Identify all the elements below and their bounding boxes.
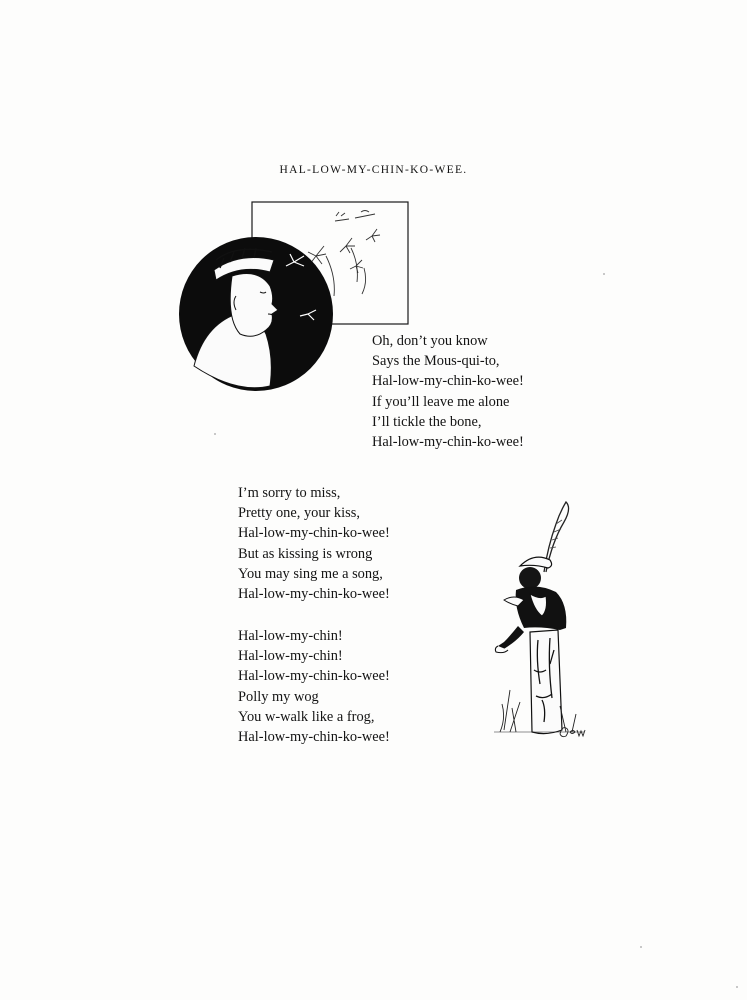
verse-line: Hal-low-my-chin-ko-wee! [372,434,524,451]
verse-line: You may sing me a song, [238,565,383,582]
stanza-3 [238,626,390,747]
verse-line: Hal-low-my-chin-ko-wee! [372,373,524,390]
paper-speck [214,433,216,435]
verse-line: You w-walk like a frog, [238,708,375,725]
paper-speck [736,986,738,988]
paper-speck [603,273,605,275]
paper-speck [640,946,642,948]
verse-line: Hal-low-my-chin-ko-wee! [238,586,390,603]
verse-line: Hal-low-my-chin! [238,648,343,665]
verse-line: Pretty one, your kiss, [238,505,360,522]
verse-line: I’ll tickle the bone, [372,413,482,430]
verse-line: But as kissing is wrong [238,545,373,562]
verse-line: I’m sorry to miss, [238,485,341,501]
stanza-2 [238,483,390,604]
child-on-fence-post-illustration [490,500,590,750]
verse-line: Hal-low-my-chin-ko-wee! [238,525,390,542]
page-title: HAL-LOW-MY-CHIN-KO-WEE. [279,164,468,176]
verse-line: If you’ll leave me alone [372,393,510,410]
verse-line: Says the Mous-qui-to, [372,353,500,370]
verse-line: Hal-low-my-chin! [238,628,343,644]
verse-line: Oh, don’t you know [372,333,488,349]
verse-line: Polly my wog [238,688,319,705]
verse-line: Hal-low-my-chin-ko-wee! [238,729,390,746]
signature-mark [558,724,588,738]
stanza-1 [372,331,524,452]
verse-line: Hal-low-my-chin-ko-wee! [238,668,390,685]
